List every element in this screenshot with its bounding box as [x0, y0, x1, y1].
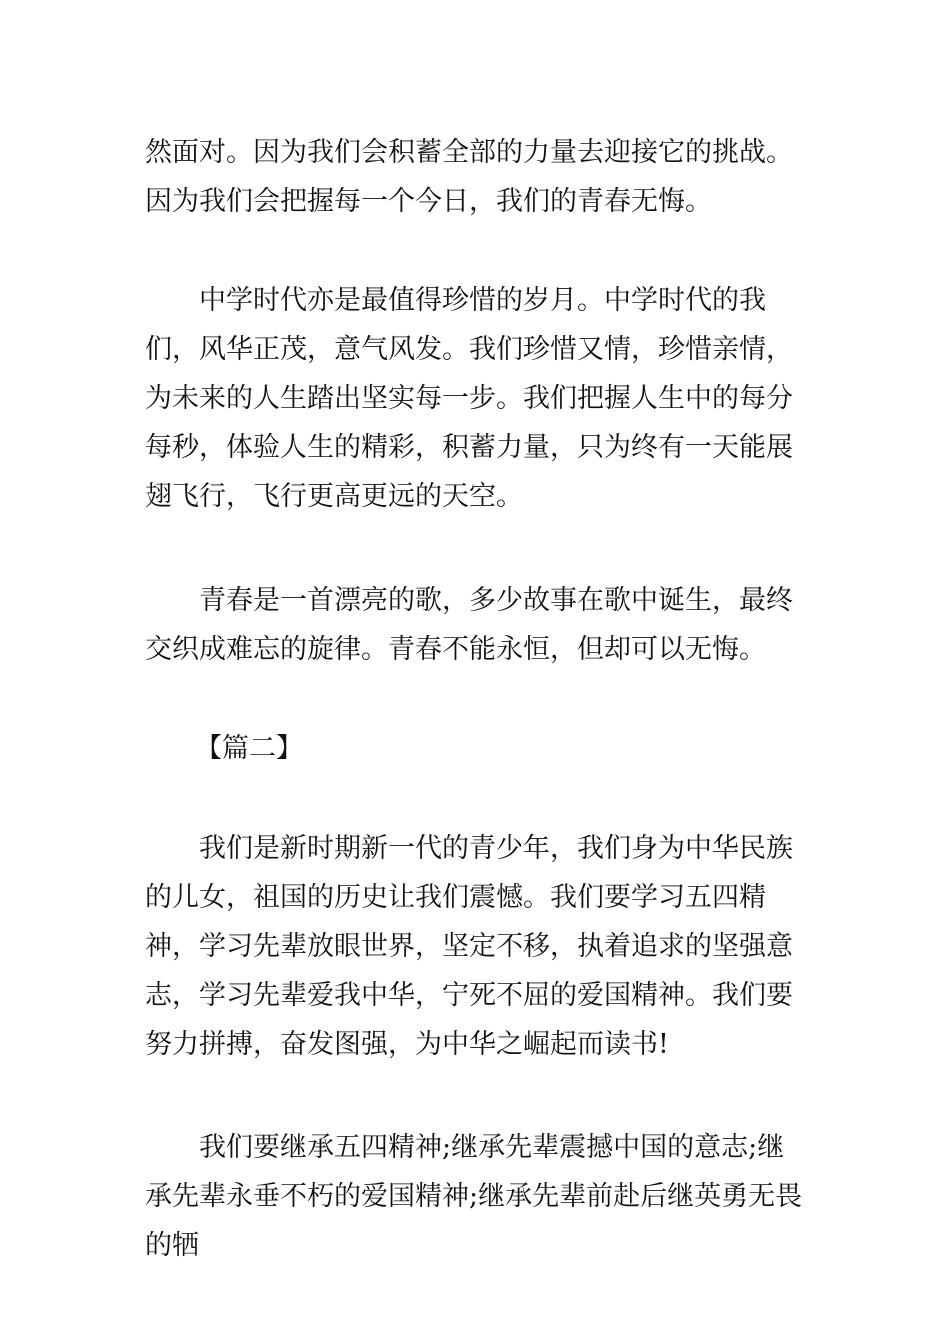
- paragraph-new-generation: 我们是新时期新一代的青少年，我们身为中华民族的儿女，祖国的历史让我们震憾。我们要学习五四精神，学习先辈放眼世界，坚定不移，执着追求的坚强意志，学习先辈爱我中华，宁死不屈的爱国精神。我们要努力拼搏，奋发图强，为中华之崛起而读书!: [145, 833, 793, 1060]
- paragraph-inherit-spirit: 我们要继承五四精神;继承先辈震撼中国的意志;继承先辈永垂不朽的爱国精神;继承先辈前赴后继英勇无畏的牺: [145, 1132, 803, 1261]
- paragraph-youth-song: 青春是一首漂亮的歌，多少故事在歌中诞生，最终交织成难忘的旋律。青春不能永恒，但却可以无悔。: [145, 585, 793, 665]
- paragraph-middle-school: 中学时代亦是最值得珍惜的岁月。中学时代的我们，风华正茂，意气风发。我们珍惜又情，珍惜亲情，为未来的人生踏出坚实每一步。我们把握人生中的每分每秒，体验人生的精彩，积蓄力量，只为终有一天能展翅飞行，飞行更高更远的天空。: [145, 285, 793, 512]
- section-heading: 【篇二】: [195, 733, 303, 764]
- paragraph-continuation: 然面对。因为我们会积蓄全部的力量去迎接它的挑战。因为我们会把握每一个今日，我们的青春无悔。: [145, 137, 793, 217]
